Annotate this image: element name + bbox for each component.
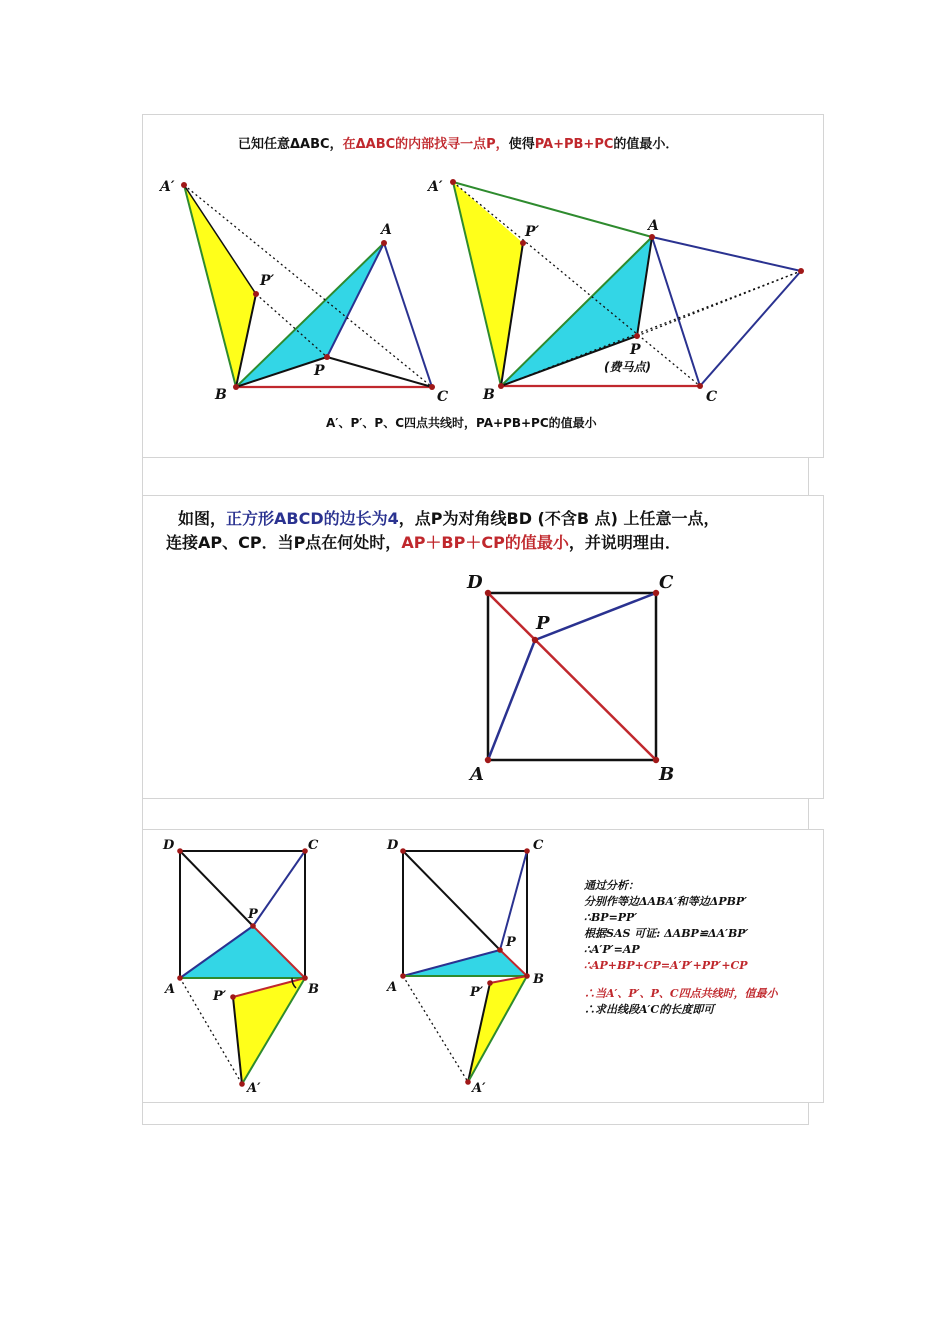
line1-navy: 正方形ABCD的边长为4 bbox=[226, 509, 399, 528]
point-a bbox=[177, 975, 183, 981]
point-a bbox=[400, 973, 406, 979]
dotted-a-a1 bbox=[403, 976, 468, 1082]
label-c: C bbox=[706, 389, 718, 405]
label-a1: A′ bbox=[160, 179, 175, 195]
label-a: A bbox=[387, 980, 398, 995]
label-b: B bbox=[308, 982, 319, 997]
label-p1: P′ bbox=[213, 989, 227, 1004]
point-p1 bbox=[230, 994, 236, 1000]
label-a: A bbox=[470, 764, 484, 785]
solution-left-figure bbox=[162, 838, 319, 1096]
label-p1: P′ bbox=[260, 273, 275, 289]
line1-b: ，点P为对角线BD (不含B 点) 上任意一点， bbox=[398, 509, 720, 528]
note-line: ∴A′P′=AP bbox=[584, 943, 640, 956]
note-line: ∴BP=PP′ bbox=[584, 911, 638, 924]
label-a: A bbox=[648, 218, 659, 234]
note-line-red: ∴当A′、P′、P、C四点共线时，值最小 bbox=[584, 987, 778, 1000]
label-a1: A′ bbox=[428, 179, 443, 195]
line1-a: 如图， bbox=[178, 509, 227, 528]
line2-b: ，并说明理由． bbox=[568, 533, 681, 552]
note-line-red: ∴AP+BP+CP=A′P′+PP′+CP bbox=[584, 959, 748, 972]
label-p: P bbox=[314, 363, 325, 379]
point-b bbox=[302, 975, 308, 981]
point-p1 bbox=[487, 980, 493, 986]
label-a1: A′ bbox=[472, 1081, 486, 1096]
label-b: B bbox=[483, 387, 495, 403]
label-d: D bbox=[163, 838, 175, 853]
point-c bbox=[524, 848, 530, 854]
label-b: B bbox=[659, 764, 675, 785]
label-fermat: (费马点) bbox=[604, 360, 651, 374]
solution-notes bbox=[584, 878, 778, 1018]
line2-a: 连接AP、CP．当P点在何处时， bbox=[166, 533, 402, 552]
title-mid: 使得 bbox=[508, 137, 535, 152]
title-prefix: 已知任意ΔABC， bbox=[238, 137, 343, 152]
point-b bbox=[524, 973, 530, 979]
label-c: C bbox=[437, 389, 449, 405]
label-c: C bbox=[533, 838, 544, 853]
point-d bbox=[177, 848, 183, 854]
solution-right-figure bbox=[385, 838, 544, 1096]
label-a: A bbox=[381, 222, 392, 238]
point-p bbox=[497, 947, 503, 953]
label-a: A bbox=[165, 982, 176, 997]
label-p: P bbox=[536, 613, 550, 634]
line2-red: AP＋BP＋CP的值最小 bbox=[401, 533, 569, 552]
label-p: P bbox=[248, 907, 258, 922]
point-a1 bbox=[239, 1081, 245, 1087]
label-p1: P′ bbox=[525, 224, 540, 240]
diagonal-db bbox=[403, 851, 500, 950]
note-line: ∴求出线段A′C的长度即可 bbox=[584, 1003, 715, 1016]
panel1-caption: A′、P′、P、C四点共线时，PA+PB+PC的值最小 bbox=[326, 416, 597, 430]
point-c bbox=[302, 848, 308, 854]
label-p: P bbox=[506, 935, 516, 950]
label-b: B bbox=[533, 972, 544, 987]
point-p bbox=[250, 923, 256, 929]
note-spacer bbox=[584, 974, 778, 986]
note-line: 分别作等边ΔABA′和等边ΔPBP′ bbox=[584, 895, 748, 908]
label-c: C bbox=[659, 572, 674, 593]
label-d: D bbox=[387, 838, 399, 853]
title-red: 在ΔABC的内部找寻一点P， bbox=[342, 137, 509, 152]
note-line: 通过分析： bbox=[584, 879, 639, 892]
point-d bbox=[400, 848, 406, 854]
label-d: D bbox=[467, 572, 483, 593]
label-b: B bbox=[215, 387, 227, 403]
cyan-triangle bbox=[403, 950, 527, 976]
label-p1: P′ bbox=[470, 985, 484, 1000]
title-suffix: 的值最小． bbox=[613, 137, 679, 152]
point-a1 bbox=[465, 1079, 471, 1085]
label-p: P bbox=[630, 342, 641, 358]
diagonal-db bbox=[180, 851, 253, 926]
note-line: 根据SAS 可证: ΔABP≌ΔA′BP′ bbox=[584, 927, 749, 940]
label-a1: A′ bbox=[247, 1081, 261, 1096]
segment-p-c bbox=[253, 851, 305, 926]
dotted-a-a1 bbox=[180, 978, 242, 1084]
label-c: C bbox=[308, 838, 319, 853]
title-formula: PA+PB+PC bbox=[534, 137, 614, 152]
